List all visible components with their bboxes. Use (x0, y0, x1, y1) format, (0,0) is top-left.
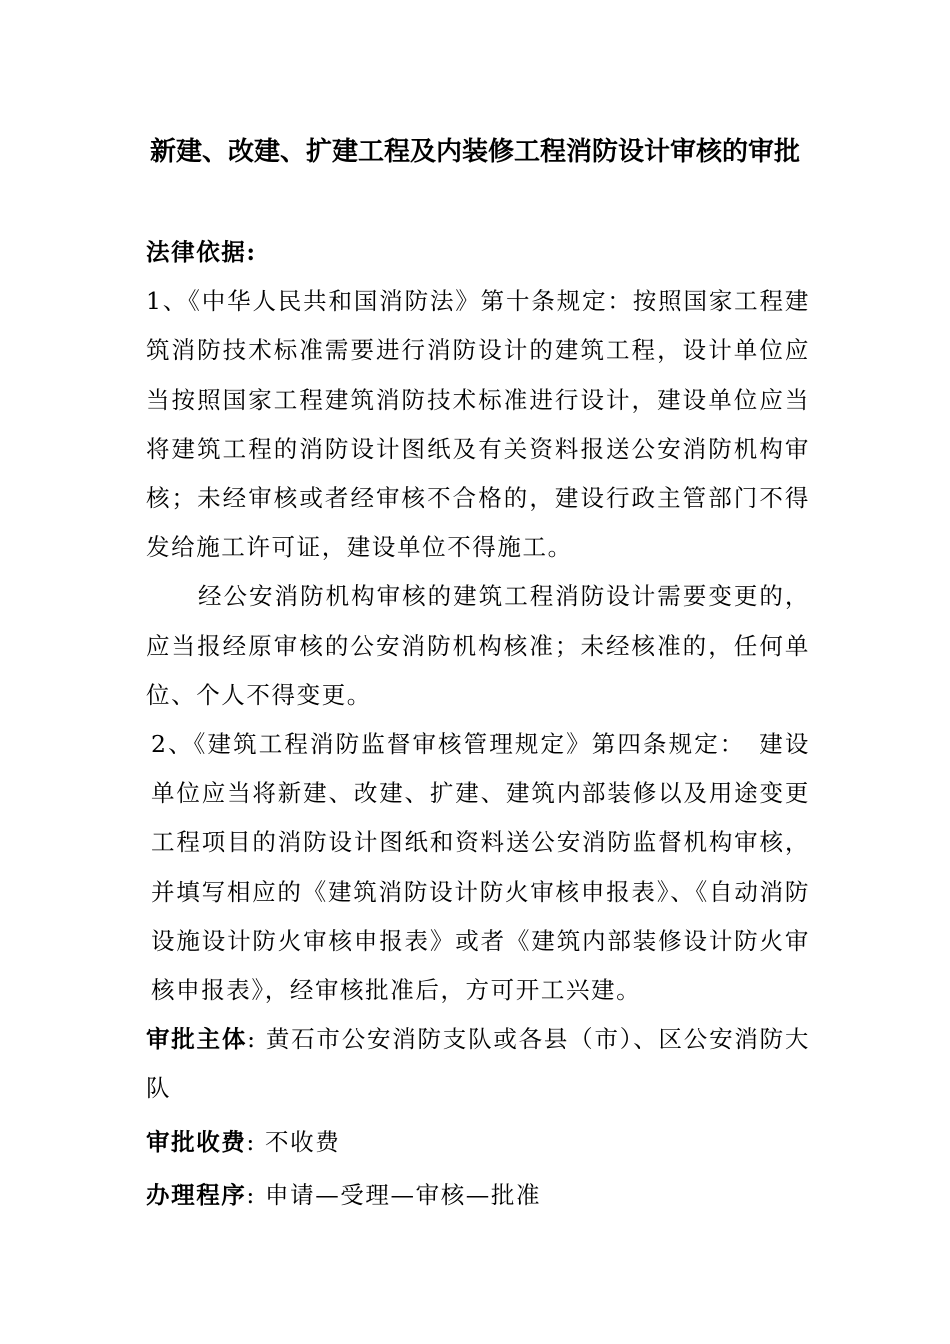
fee-value: : 不收费 (246, 1127, 341, 1156)
authority-label: 审批主体 (146, 1025, 248, 1054)
document-body (146, 228, 810, 1220)
procedure-label: 办理程序 (146, 1180, 247, 1209)
fee-label: 审批收费 (146, 1127, 247, 1156)
document-title: 新建、改建、扩建工程及内装修工程消防设计审核的审批 (149, 137, 800, 167)
legal-basis-heading: 法律依据: (146, 238, 257, 266)
fee-line (146, 1118, 810, 1167)
authority-line (146, 1015, 810, 1113)
clause-2-paragraph: 2、《建筑工程消防监督审核管理规定》第四条规定： 建设单位应当将新建、改建、扩建、建筑内部装修以及用途变更工程项目的消防设计图纸和资料送公安消防监督机构审核，并填写相应的《建筑消防设计防火审核申报表》、《自动消防设施设计防火审核申报表》或者《建筑内部装修设计防火审核申报表》，经审核批准后，方可开工兴建。 (151, 730, 810, 1005)
procedure-line (146, 1171, 810, 1220)
authority-value: : 黄石市公安消防支队或各县（市）、区公安消防大队 (146, 1025, 810, 1103)
clause-1-paragraph: 1、《中华人民共和国消防法》第十条规定：按照国家工程建筑消防技术标准需要进行消防设计的建筑工程，设计单位应当按照国家工程建筑消防技术标准进行设计，建设单位应当将建筑工程的消防设计图纸及有关资料报送公安消防机构审核；未经审核或者经审核不合格的，建设行政主管部门不得发给施工许可证，建设单位不得施工。 (146, 287, 810, 562)
clause-1-second-paragraph: 经公安消防机构审核的建筑工程消防设计需要变更的，应当报经原审核的公安消防机构核准；未经核准的，任何单位、个人不得变更。 (146, 582, 810, 709)
procedure-value: : 申请—受理—审核—批准 (246, 1180, 542, 1209)
